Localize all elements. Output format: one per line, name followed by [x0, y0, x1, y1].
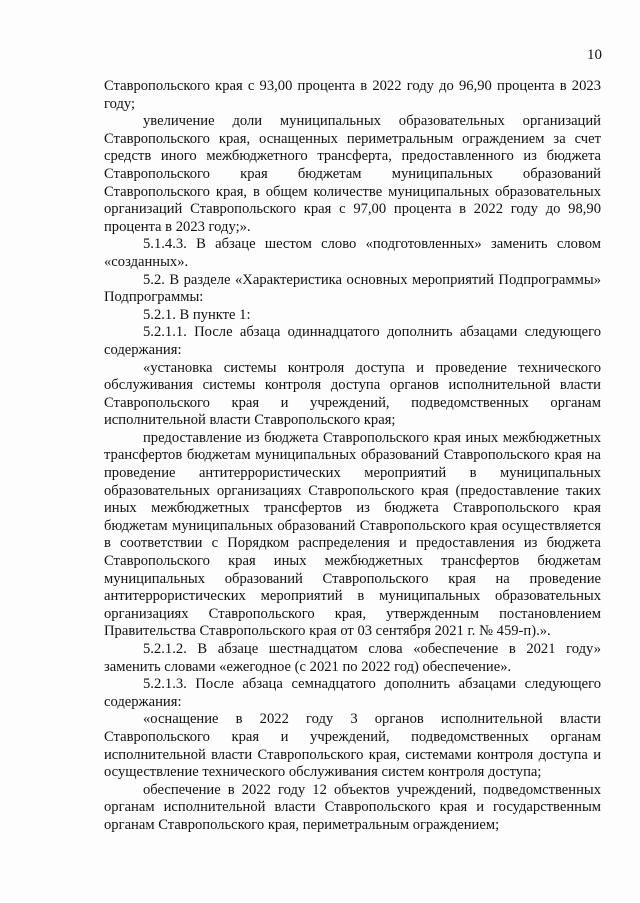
paragraph: «оснащение в 2022 году 3 органов исполнительной власти Ставропольского края и учреждений, подведомственных органам исполнительной власти Ставропольского края, системами контроля доступа и осуществление технического обслуживания систем контроля доступа; [104, 711, 601, 781]
page-number: 10 [587, 47, 602, 63]
paragraph: увеличение доли муниципальных образовательных организаций Ставропольского края, оснащенных периметральным ограждением за счет средств иного межбюджетного трансферта, предоставленного из бюджета Ставропольского края бюджетам муниципальных образований Ставропольского края, в общем количестве муниципальных образовательных организаций Ставропольского края с 97,00 процента в 2022 году до 98,90 процента в 2023 году;». [104, 113, 601, 235]
paragraph: предоставление из бюджета Ставропольского края иных межбюджетных трансфертов бюджетам муниципальных образований Ставропольского края на проведение антитеррористических мероприятий в муниципальных образовательных организациях Ставропольского края (предоставление таких иных межбюджетных трансфертов из бюджета Ставропольского края бюджетам муниципальных образований Ставропольского края осуществляется в соответствии с Порядком распределения и предоставления из бюджета Ставропольского края иных межбюджетных трансфертов бюджетам муниципальных образований Ставропольского края на проведение антитеррористических мероприятий в муниципальных образовательных организациях Ставропольского края, утвержденным постановлением Правительства Ставропольского края от 03 сентября 2021 г. № 459-п).». [104, 429, 601, 640]
paragraph: «установка системы контроля доступа и проведение технического обслуживания системы контроля доступа органов исполнительной власти Ставропольского края и учреждений, подведомственных органам исполнительной власти Ставропольского края; [104, 359, 601, 429]
paragraph: 5.2.1.2. В абзаце шестнадцатом слова «обеспечение в 2021 году» заменить словами «ежегодное (с 2021 по 2022 год) обеспечение». [104, 641, 601, 675]
paragraph: 5.2.1.1. После абзаца одиннадцатого дополнить абзацами следующего содержания: [104, 324, 601, 358]
paragraph: обеспечение в 2022 году 12 объектов учреждений, подведомственных органам исполнительной власти Ставропольского края и государственным органам Ставропольского края, периметральным ограждением; [104, 781, 601, 833]
document-body [104, 78, 601, 835]
paragraph: 5.2.1. В пункте 1: [143, 306, 251, 323]
paragraph: 5.1.4.3. В абзаце шестом слово «подготовленных» заменить словом «созданных». [104, 236, 601, 270]
paragraph: 5.2.1.3. После абзаца семнадцатого дополнить абзацами следующего содержания: [104, 676, 601, 710]
paragraph: Ставропольского края с 93,00 процента в 2022 году до 96,90 процента в 2023 году; [104, 78, 601, 112]
paragraph: 5.2. В разделе «Характеристика основных мероприятий Подпрограммы» Подпрограммы: [104, 271, 601, 306]
